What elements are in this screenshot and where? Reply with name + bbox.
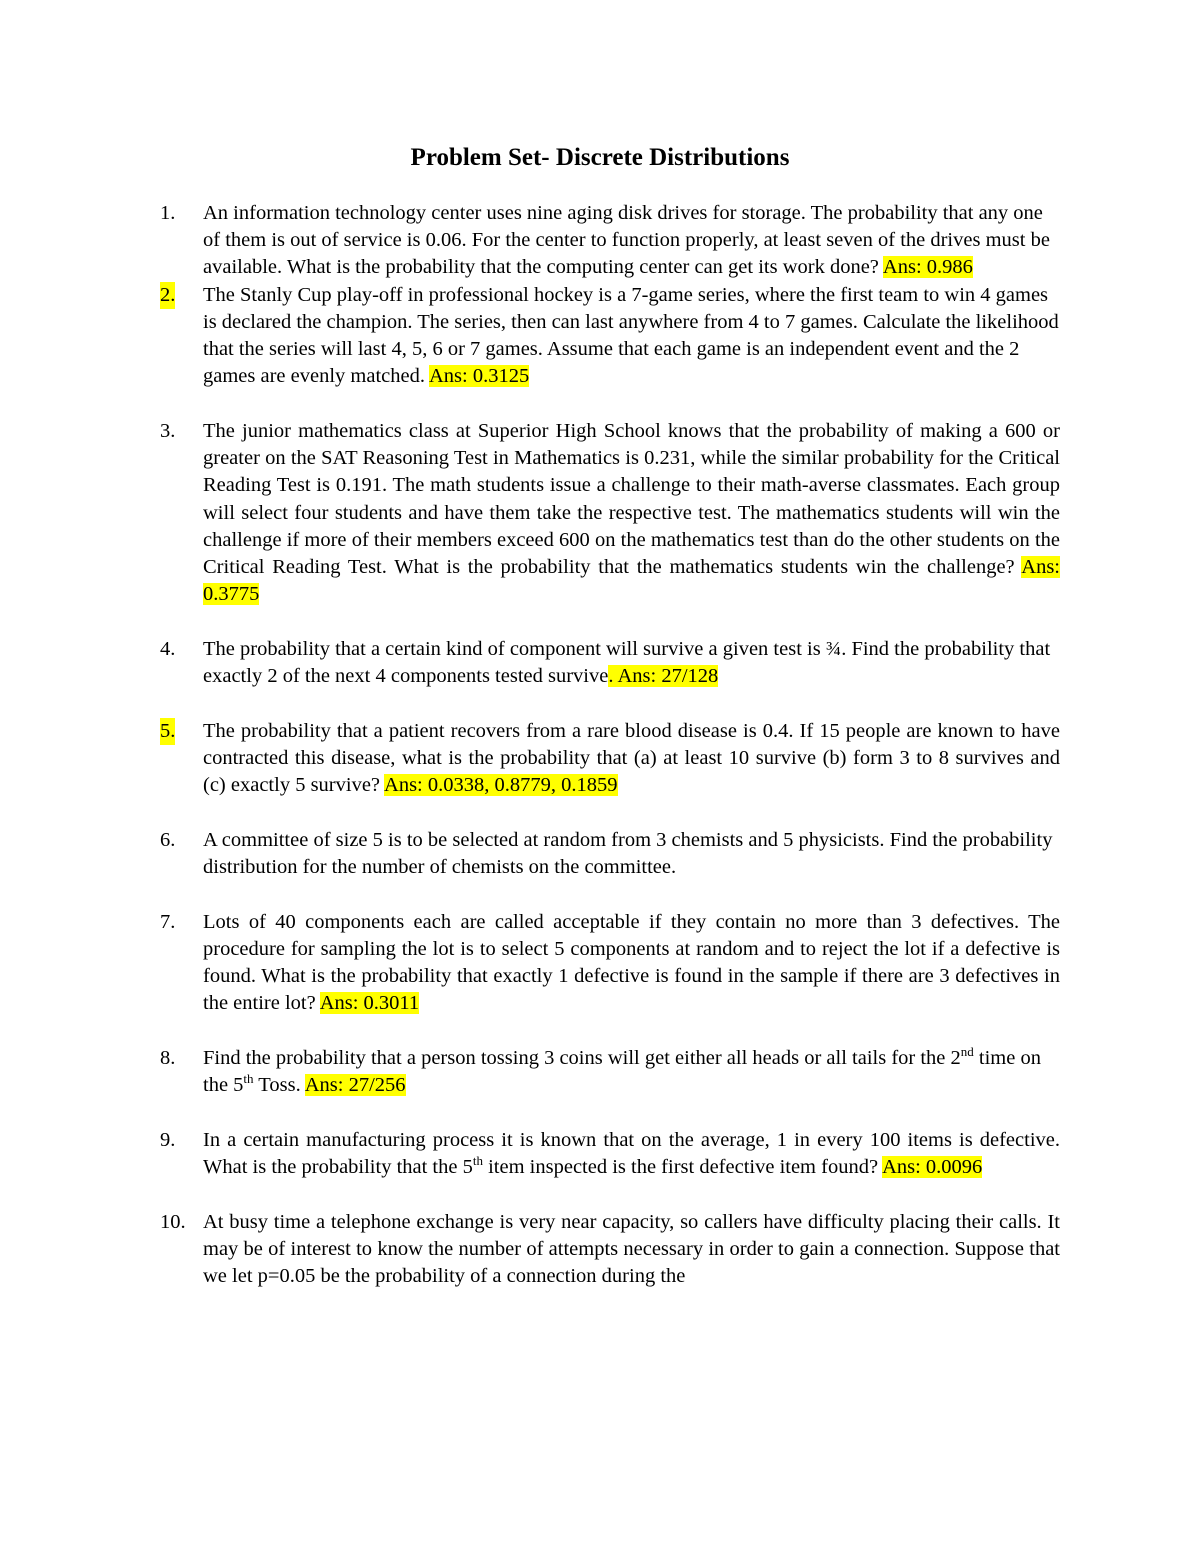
problem-text [203,1209,1060,1291]
problem-6 [0,827,1200,881]
problem-text [203,636,1060,690]
answer-highlight: Ans: 0.0338, 0.8779, 0.1859 [384,774,618,797]
problem-body: An information technology center uses nine aging disk drives for storage. The probability that any one of them is out of service is 0.06. For the center to function properly, at least seven of the drives must be available. What is the probability that the computing center can get its work done? [203,202,1050,279]
problem-number: 4. [160,637,176,660]
problem-4 [0,636,1200,690]
problem-body: The probability that a certain kind of component will survive a given test is ¾. Find the probability that exactly 2 of the next 4 components tested survive [203,637,1051,688]
problem-body: At busy time a telephone exchange is very near capacity, so callers have difficulty placing their calls. It may be of interest to know the number of attempts necessary in order to gain a connection. Suppose that we let p=0.05 be the probability of a connection during the [203,1210,1060,1288]
problem-text [203,909,1060,1018]
problem-9 [0,1127,1200,1181]
answer-highlight: Ans: 27/256 [304,1074,406,1097]
problem-5 [0,718,1200,800]
problem-body: Toss. [253,1074,301,1097]
problem-body: item inspected is the first defective item found? [482,1156,879,1179]
answer-highlight: Ans: 0.3775 [203,555,1060,606]
answer-highlight: . Ans: 27/128 [608,665,719,688]
problem-number: 7. [160,910,176,933]
problem-body: Lots of 40 components each are called acceptable if they contain no more than 3 defectives. The procedure for sampling the lot is to select 5 components at random and to reject the lot if a defective is found. What is the probability that exactly 1 defective is found in the sample if there are 3 defectives in the entire lot? [203,910,1060,1015]
problem-body: In a certain manufacturing process it is known that on the average, 1 in every 100 items is defective. What is the probability that the 5 [203,1128,1060,1179]
problem-number: 10. [160,1210,186,1233]
problem-text [203,200,1060,282]
problem-number: 8. [160,1047,176,1070]
problem-body: The Stanly Cup play-off in professional hockey is a 7-game series, where the first team to win 4 games is declared the champion. The series, then can last anywhere from 4 to 7 games. Calculate the likelihood that the series will last 4, 5, 6 or 7 games. Assume that each game is an independent event and the 2 games are evenly matched. [203,283,1059,388]
problem-1 [0,200,1200,282]
page-title: Problem Set- Discrete Distributions [410,144,790,171]
problem-number: 1. [160,202,176,224]
problem-text [203,718,1060,800]
problem-8 [0,1045,1200,1099]
problem-2 [0,282,1200,391]
answer-highlight: Ans: 0.0096 [882,1156,983,1179]
problem-body: time on the 5 [203,1047,1041,1097]
problem-number: 5. [160,718,175,745]
answer-highlight: Ans: 0.3011 [319,992,420,1015]
problem-10 [0,1209,1200,1291]
answer-highlight: Ans: 0.3125 [428,365,530,388]
problem-text [203,282,1060,391]
problem-list [0,200,1200,1291]
problem-text [203,418,1060,608]
problem-body: Find the probability that a person tossing 3 coins will get either all heads or all tails for the 2 [203,1047,961,1070]
problem-7 [0,909,1200,1018]
problem-number: 9. [160,1128,176,1151]
problem-text [203,1127,1060,1181]
problem-number: 3. [160,419,176,442]
problem-number: 6. [160,828,176,851]
problem-number: 2. [160,282,175,309]
superscript: nd [960,1044,974,1060]
superscript: th [243,1071,254,1087]
problem-3 [0,418,1200,608]
problem-body: The junior mathematics class at Superior High School knows that the probability of making a 600 or greater on the SAT Reasoning Test in Mathematics is 0.231, while the similar probability for the Critical Reading Test is 0.191. The math students issue a challenge to their math-averse classmates. Each group will select four students and have them take the respective test. The mathematics students will win the challenge if more of their members exceed 600 on the mathematics test than do the other students on the Critical Reading Test. What is the probability that the mathematics students win the challenge? [203,419,1060,578]
answer-highlight: Ans: 0.986 [882,256,973,279]
superscript: th [472,1153,483,1169]
problem-text [203,1045,1060,1099]
problem-body: A committee of size 5 is to be selected at random from 3 chemists and 5 physicists. Find the probability distribution for the number of chemists on the committee. [203,828,1053,879]
problem-body: The probability that a patient recovers from a rare blood disease is 0.4. If 15 people are known to have contracted this disease, what is the probability that (a) at least 10 survive (b) form 3 to 8 survives and (c) exactly 5 survive? [203,719,1060,797]
problem-text [203,827,1060,881]
